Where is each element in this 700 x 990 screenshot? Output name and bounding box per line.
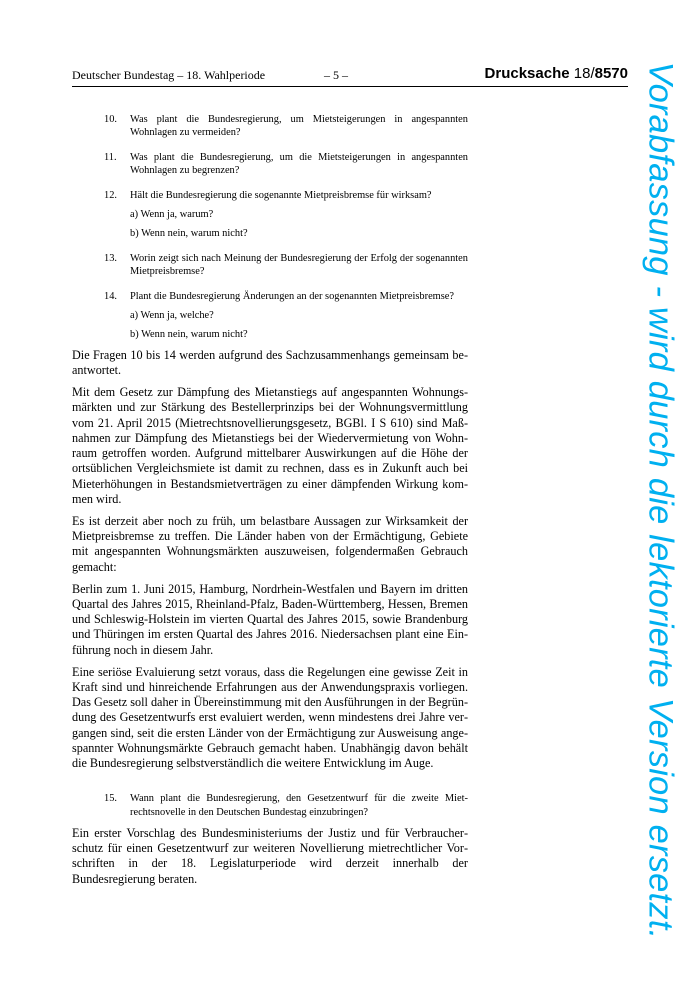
page-header xyxy=(72,66,628,87)
question-14 xyxy=(72,290,468,342)
question-15 xyxy=(72,792,468,819)
watermark-text: Vorabfassung - wird durch die lektorierte Version ersetzt. xyxy=(641,61,680,939)
section-spacer xyxy=(72,778,468,792)
question-number: 10. xyxy=(104,114,117,125)
answer-paragraph: Berlin zum 1. Juni 2015, Hamburg, Nordrhein-Westfalen und Bayern im dritten Quartal des Jahres 2015, Rheinland-Pfalz, Baden-Württemberg, Hessen, Bremen und Schleswig-Holstein im vierten Quartal des Jahres 2015, sowie Brandenburg und Thüringen im ersten Quartal des Jahres 2016. Niedersachsen plant eine Einführung noch in diesem Jahr. xyxy=(72,581,468,657)
question-11 xyxy=(72,151,468,178)
page-number: – 5 – xyxy=(324,68,348,82)
question-number: 12. xyxy=(104,189,117,201)
question-10 xyxy=(72,113,468,140)
question-number: 14. xyxy=(104,290,117,302)
question-subitems xyxy=(130,208,468,241)
answer-paragraph: Die Fragen 10 bis 14 werden aufgrund des Sachzusammenhangs gemeinsam beantwortet. xyxy=(72,347,468,378)
subquestion-a: a) Wenn ja, welche? xyxy=(130,310,214,322)
document-number-prefix: 18/ xyxy=(573,65,595,82)
subquestion-b: b) Wenn nein, warum nicht? xyxy=(130,228,248,240)
subquestion-a: a) Wenn ja, warum? xyxy=(130,209,214,221)
answer-paragraph: Ein erster Vorschlag des Bundesministeriums der Justiz und für Verbraucherschutz für einen Gesetzentwurf zur weiteren Novellierung mietrechtlicher Vorschriften in der 18. Legislaturperiode wird derzeit innerhalb der Bundesregierung beraten. xyxy=(72,825,468,886)
question-text: Wann plant die Bundesregierung, den Gesetzentwurf für die zweite Mietrechtsnovelle in den Deutschen Bundestag einzubringen? xyxy=(130,793,468,818)
question-number: 13. xyxy=(104,252,117,264)
answer-paragraph: Es ist derzeit aber noch zu früh, um belastbare Aussagen zur Wirksamkeit der Mietpreisbremse zu treffen. Die Länder haben von der Ermächtigung, Gebiete mit angespannten Wohnungsmärkten auszuweisen, folgendermaßen Gebrauch gemacht: xyxy=(72,513,468,574)
question-text: Plant die Bundesregierung Änderungen an der sogenannten Mietpreisbremse? xyxy=(130,290,455,302)
document-label: Drucksache xyxy=(484,65,570,82)
question-12 xyxy=(72,189,468,241)
document-number xyxy=(485,65,628,82)
question-text: Hält die Bundesregierung die sogenannte Mietpreisbremse für wirksam? xyxy=(130,189,432,201)
question-text: Was plant die Bundesregierung, um die Mietsteigerungen in angespannten Wohnlagen zu begrenzen? xyxy=(130,151,468,177)
subquestion-b: b) Wenn nein, warum nicht? xyxy=(130,329,248,341)
question-number: 11. xyxy=(104,151,117,163)
header-parliament: Deutscher Bundestag – 18. Wahlperiode xyxy=(72,68,266,82)
document-number-bold: 8570 xyxy=(594,65,628,82)
question-subitems xyxy=(130,309,468,342)
question-number: 15. xyxy=(104,793,117,805)
document-body xyxy=(72,113,468,894)
question-13 xyxy=(72,252,468,279)
answer-paragraph: Eine seriöse Evaluierung setzt voraus, dass die Regelungen eine gewisse Zeit in Kraft sind und hinreichende Erfahrungen aus der Anwendungspraxis vorliegen. Das Gesetz soll daher in Übereinstimmung mit den Ausführungen in der Begründung des Gesetzentwurfs erst evaluiert werden, wenn mindestens drei Jahre vergangen sind, seit die ersten Länder von der Ermächtigung zur Ausweisung angespannter Wohnungsmärkte Gebrauch gemacht haben. Unabhängig davon behält die Bundesregierung selbstverständlich die weitere Entwicklung im Auge. xyxy=(72,664,468,770)
question-text: Worin zeigt sich nach Meinung der Bundesregierung der Erfolg der sogenannten Mietpreisbremse? xyxy=(130,252,468,278)
draft-watermark xyxy=(630,61,690,939)
answer-paragraph: Mit dem Gesetz zur Dämpfung des Mietanstiegs auf angespannten Wohnungsmärkten und zur Stärkung des Bestellerprinzips bei der Wohnungsvermittlung vom 21. April 2015 (Mietrechtsnovellierungsgesetz, BGBl. I S 610) sind Maßnahmen zur Dämpfung des Mietanstiegs bei der Wiedervermietung von Wohnraum getroffen worden. Aufgrund mittelbarer Auswirkungen auf die Höhe der ortsüblichen Vergleichsmiete ist damit zu rechnen, dass es in Zukunft auch bei Mieterhöhungen in Bestandsmietverträgen zu einer dämpfenden Wirkung kommen wird. xyxy=(72,385,468,506)
question-text: Was plant die Bundesregierung, um Mietsteigerungen in angespannten Wohnlagen zu vermeiden? xyxy=(130,114,468,139)
